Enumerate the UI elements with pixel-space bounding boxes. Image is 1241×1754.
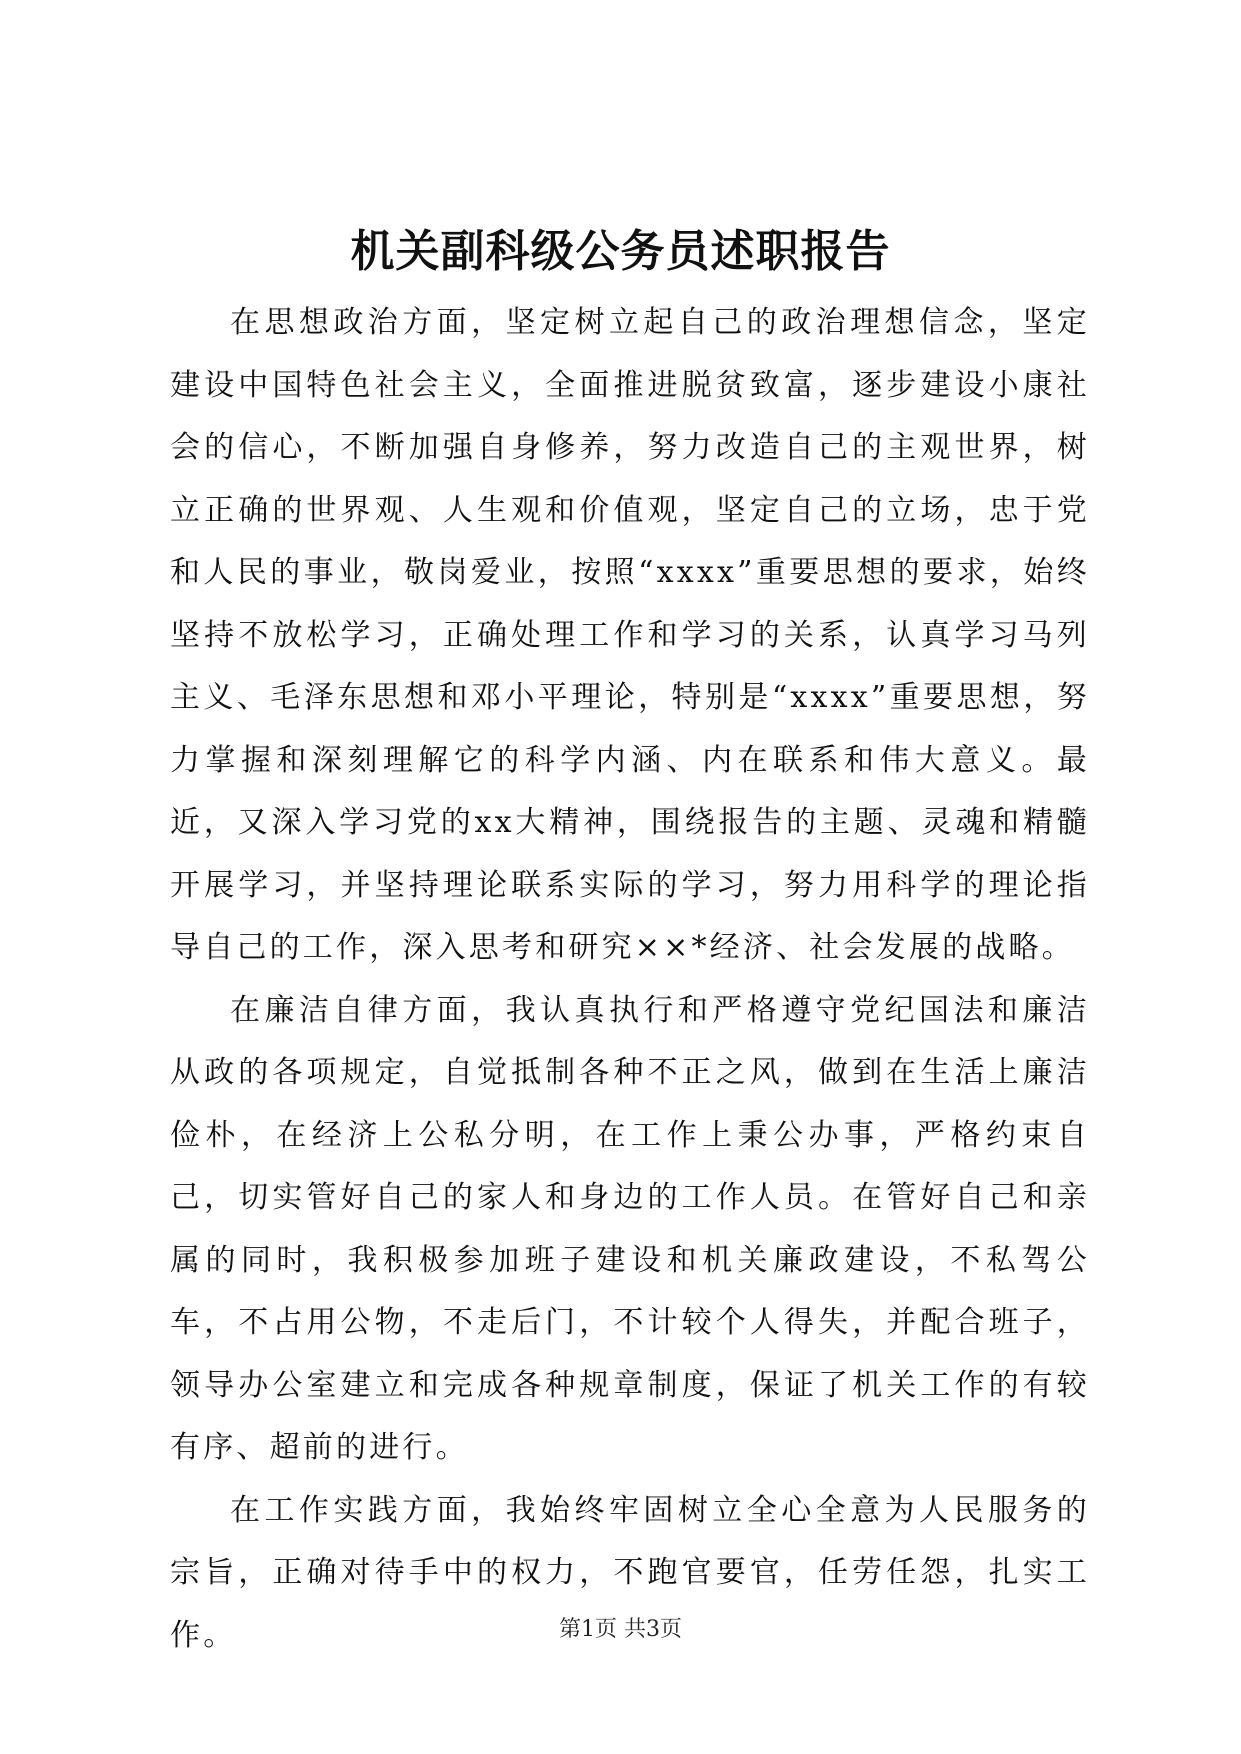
- page-number-footer: 第1页 共3页: [559, 1617, 682, 1642]
- paragraph-integrity: 在廉洁自律方面，我认真执行和严格遵守党纪国法和廉洁从政的各项规定，自觉抵制各种不正之风，做到在生活上廉洁俭朴，在经济上公私分明，在工作上秉公办事，严格约束自己，切实管好自己的家人和身边的工作人员。在管好自己和亲属的同时，我积极参加班子建设和机关廉政建设，不私驾公车，不占用公物，不走后门，不计较个人得失，并配合班子，领导办公室建立和完成各种规章制度，保证了机关工作的有较有序、超前的进行。: [170, 992, 1090, 1465]
- document-body: [170, 292, 1090, 1667]
- document-title: 机关副科级公务员述职报告: [350, 226, 891, 277]
- paragraph-work-practice: 在工作实践方面，我始终牢固树立全心全意为人民服务的宗旨，正确对待手中的权力，不跑官要官，任劳任怨，扎实工作。: [170, 1492, 1090, 1653]
- paragraph-ideology: 在思想政治方面，坚定树立起自己的政治理想信念，坚定建设中国特色社会主义，全面推进脱贫致富，逐步建设小康社会的信心，不断加强自身修养，努力改造自己的主观世界，树立正确的世界观、人生观和价值观，坚定自己的立场，忠于党和人民的事业，敬岗爱业，按照“xxxx”重要思想的要求，始终坚持不放松学习，正确处理工作和学习的关系，认真学习马列主义、毛泽东思想和邓小平理论，特别是“xxxx”重要思想，努力掌握和深刻理解它的科学内涵、内在联系和伟大意义。最近，又深入学习党的xx大精神，围绕报告的主题、灵魂和精髓开展学习，并坚持理论联系实际的学习，努力用科学的理论指导自己的工作，深入思考和研究××*经济、社会发展的战略。: [170, 305, 1090, 965]
